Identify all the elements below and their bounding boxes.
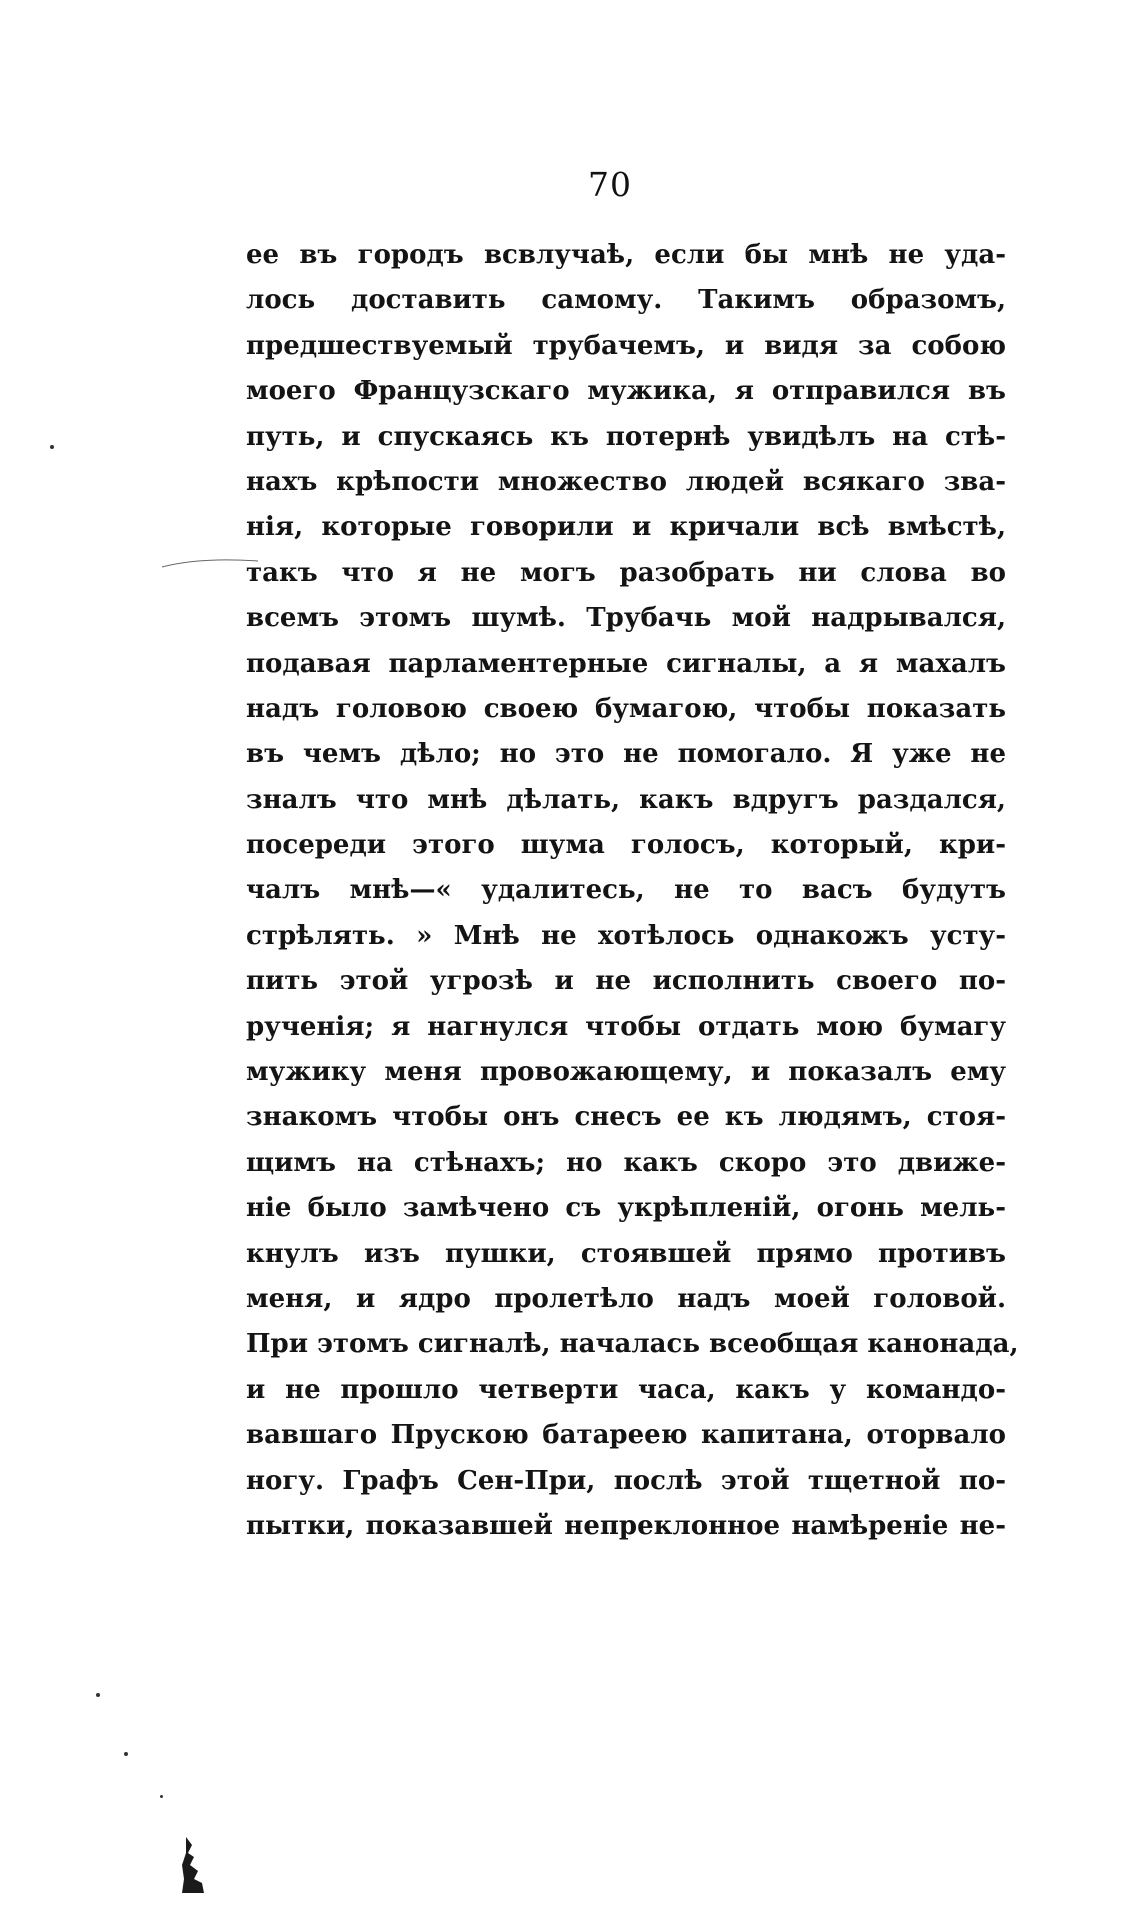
text-line: ніе было замѣчено съ укрѣпленій, огонь мель-: [246, 1193, 1006, 1224]
scan-speck: [160, 1795, 163, 1798]
text-line: и не прошло четверти часа, какъ у командо-: [246, 1374, 1006, 1405]
text-line: кнулъ изъ пушки, стоявшей прямо противъ: [246, 1238, 1006, 1269]
text-line: чалъ мнѣ—« удалитесь, не то васъ будутъ: [246, 875, 1006, 906]
text-line: щимъ на стѣнахъ; но какъ скоро это движе-: [246, 1147, 1006, 1178]
text-line: стрѣлять. » Мнѣ не хотѣлось однакожъ усту-: [246, 920, 1006, 951]
text-line: знакомъ чтобы онъ снесъ ее къ людямъ, стоя-: [246, 1102, 1006, 1133]
text-line: путь, и спускаясь къ потернѣ увидѣлъ на стѣ-: [246, 421, 1006, 452]
text-line: такъ что я не могъ разобрать ни слова во: [246, 557, 1006, 588]
text-line: подавая парламентерные сигналы, а я махалъ: [246, 648, 1006, 679]
text-line: пить этой угрозѣ и не исполнить своего по-: [246, 966, 1006, 997]
text-line: мужику меня провожающему, и показалъ ему: [246, 1057, 1006, 1088]
scan-speck: [96, 1693, 100, 1697]
scan-scratch: [160, 555, 260, 575]
page-number: 70: [588, 165, 632, 204]
text-line: всемъ этомъ шумѣ. Трубачь мой надрывался,: [246, 603, 1006, 634]
scan-speck: [50, 445, 54, 449]
text-line: надъ головою своею бумагою, чтобы показать: [246, 693, 1006, 724]
text-line: предшествуемый трубачемъ, и видя за собою: [246, 330, 1006, 361]
text-line: въ чемъ дѣло; но это не помогало. Я уже не: [246, 739, 1006, 770]
text-line: лось доставить самому. Такимъ образомъ,: [246, 285, 1006, 316]
text-line: ногу. Графъ Сен-При, послѣ этой тщетной по-: [246, 1465, 1006, 1496]
scan-speck: [124, 1752, 128, 1756]
text-line: меня, и ядро пролетѣло надъ моей головой.: [246, 1283, 1006, 1314]
binding-mark-icon: [180, 1835, 210, 1895]
text-line: вавшаго Прускою батареею капитана, оторвало: [246, 1420, 1006, 1451]
text-line: нія, которые говорили и кричали всѣ вмѣстѣ,: [246, 512, 1006, 543]
text-line: моего Французскаго мужика, я отправился въ: [246, 376, 1006, 407]
text-line: посереди этого шума голосъ, который, кри-: [246, 830, 1006, 861]
text-line: ее въ городъ всвлучаѣ, если бы мнѣ не уда-: [246, 240, 1006, 270]
text-line: рученія; я нагнулся чтобы отдать мою бумагу: [246, 1011, 1006, 1042]
text-line: зналъ что мнѣ дѣлать, какъ вдругъ раздался,: [246, 784, 1006, 815]
text-line: При этомъ сигналѣ, началась всеобщая канонада,: [246, 1329, 1019, 1360]
body-text: [246, 233, 1019, 1549]
text-line: нахъ крѣпости множество людей всякаго зва-: [246, 466, 1006, 497]
text-line: пытки, показавшей непреклонное намѣреніе не-: [246, 1510, 1006, 1541]
